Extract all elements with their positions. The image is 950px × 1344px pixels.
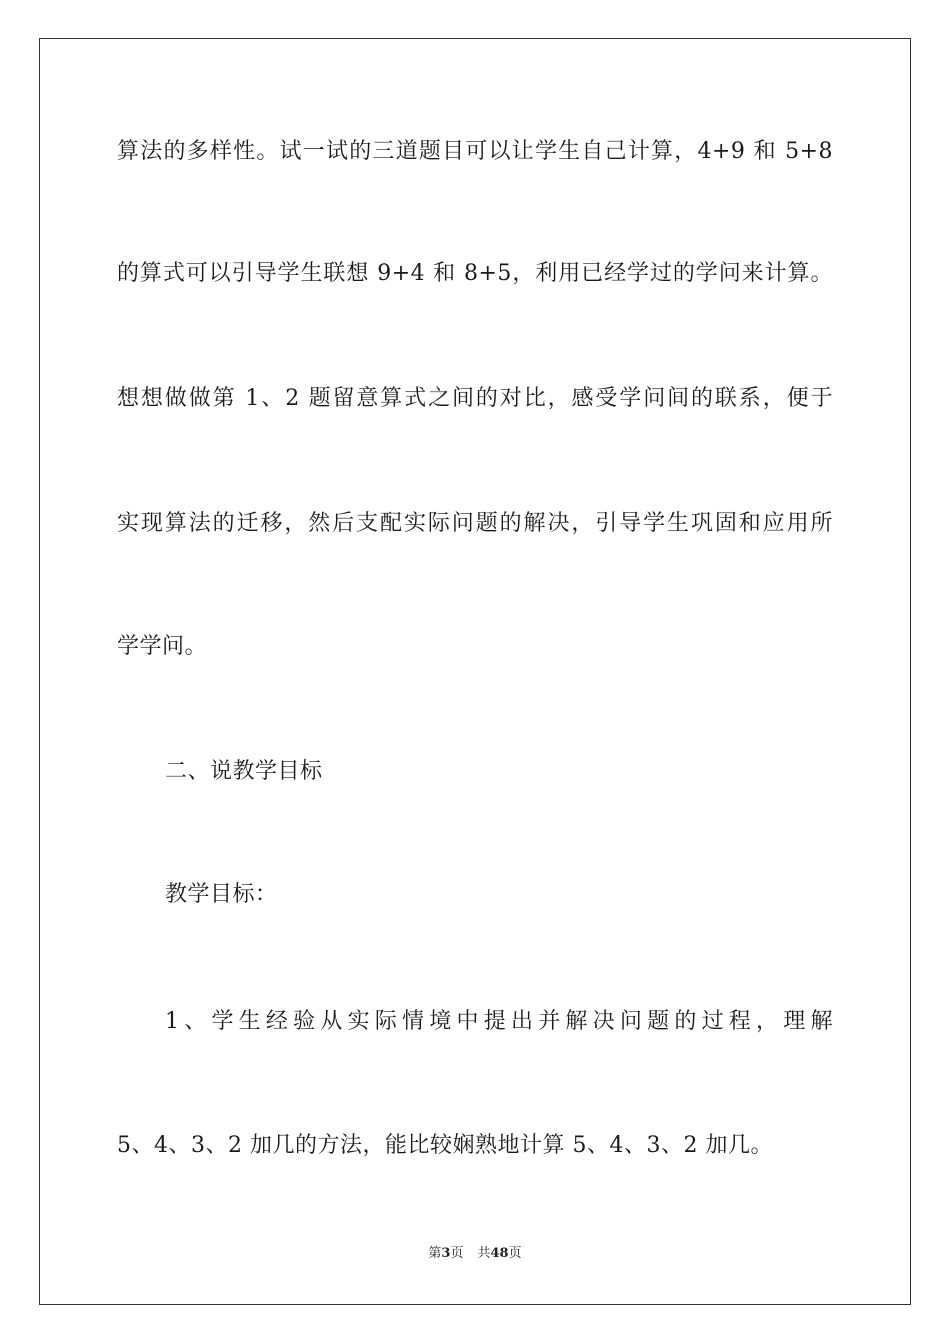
body-line-1: 算法的多样性。试一试的三道题目可以让学生自己计算，4+9 和 5+8 xyxy=(117,139,834,164)
body-line-2: 的算式可以引导学生联想 9+4 和 8+5，利用已经学过的学问来计算。 xyxy=(117,261,833,286)
objective-line-1: 1、学生经验从实际情境中提出并解决问题的过程，理解 xyxy=(165,1009,833,1034)
page-footer xyxy=(0,1245,950,1263)
body-line-5: 学学问。 xyxy=(117,634,208,659)
footer-total-prefix: 共 xyxy=(477,1246,491,1261)
body-line-3: 想想做做第 1、2 题留意算式之间的对比，感受学问间的联系，便于 xyxy=(117,386,833,411)
footer-total-suffix: 页 xyxy=(508,1246,522,1261)
page-border xyxy=(39,38,911,1305)
footer-page-suffix: 页 xyxy=(450,1246,464,1261)
footer-total-pages: 48 xyxy=(490,1246,509,1261)
footer-current-page: 3 xyxy=(441,1246,451,1261)
section-heading: 二、说教学目标 xyxy=(165,759,323,784)
subsection-label: 教学目标： xyxy=(165,882,278,907)
footer-page-prefix: 第 xyxy=(428,1246,442,1261)
objective-line-2: 5、4、3、2 加几的方法，能比较娴熟地计算 5、4、3、2 加几。 xyxy=(117,1133,773,1158)
body-line-4: 实现算法的迁移，然后支配实际问题的解决，引导学生巩固和应用所 xyxy=(117,511,833,536)
